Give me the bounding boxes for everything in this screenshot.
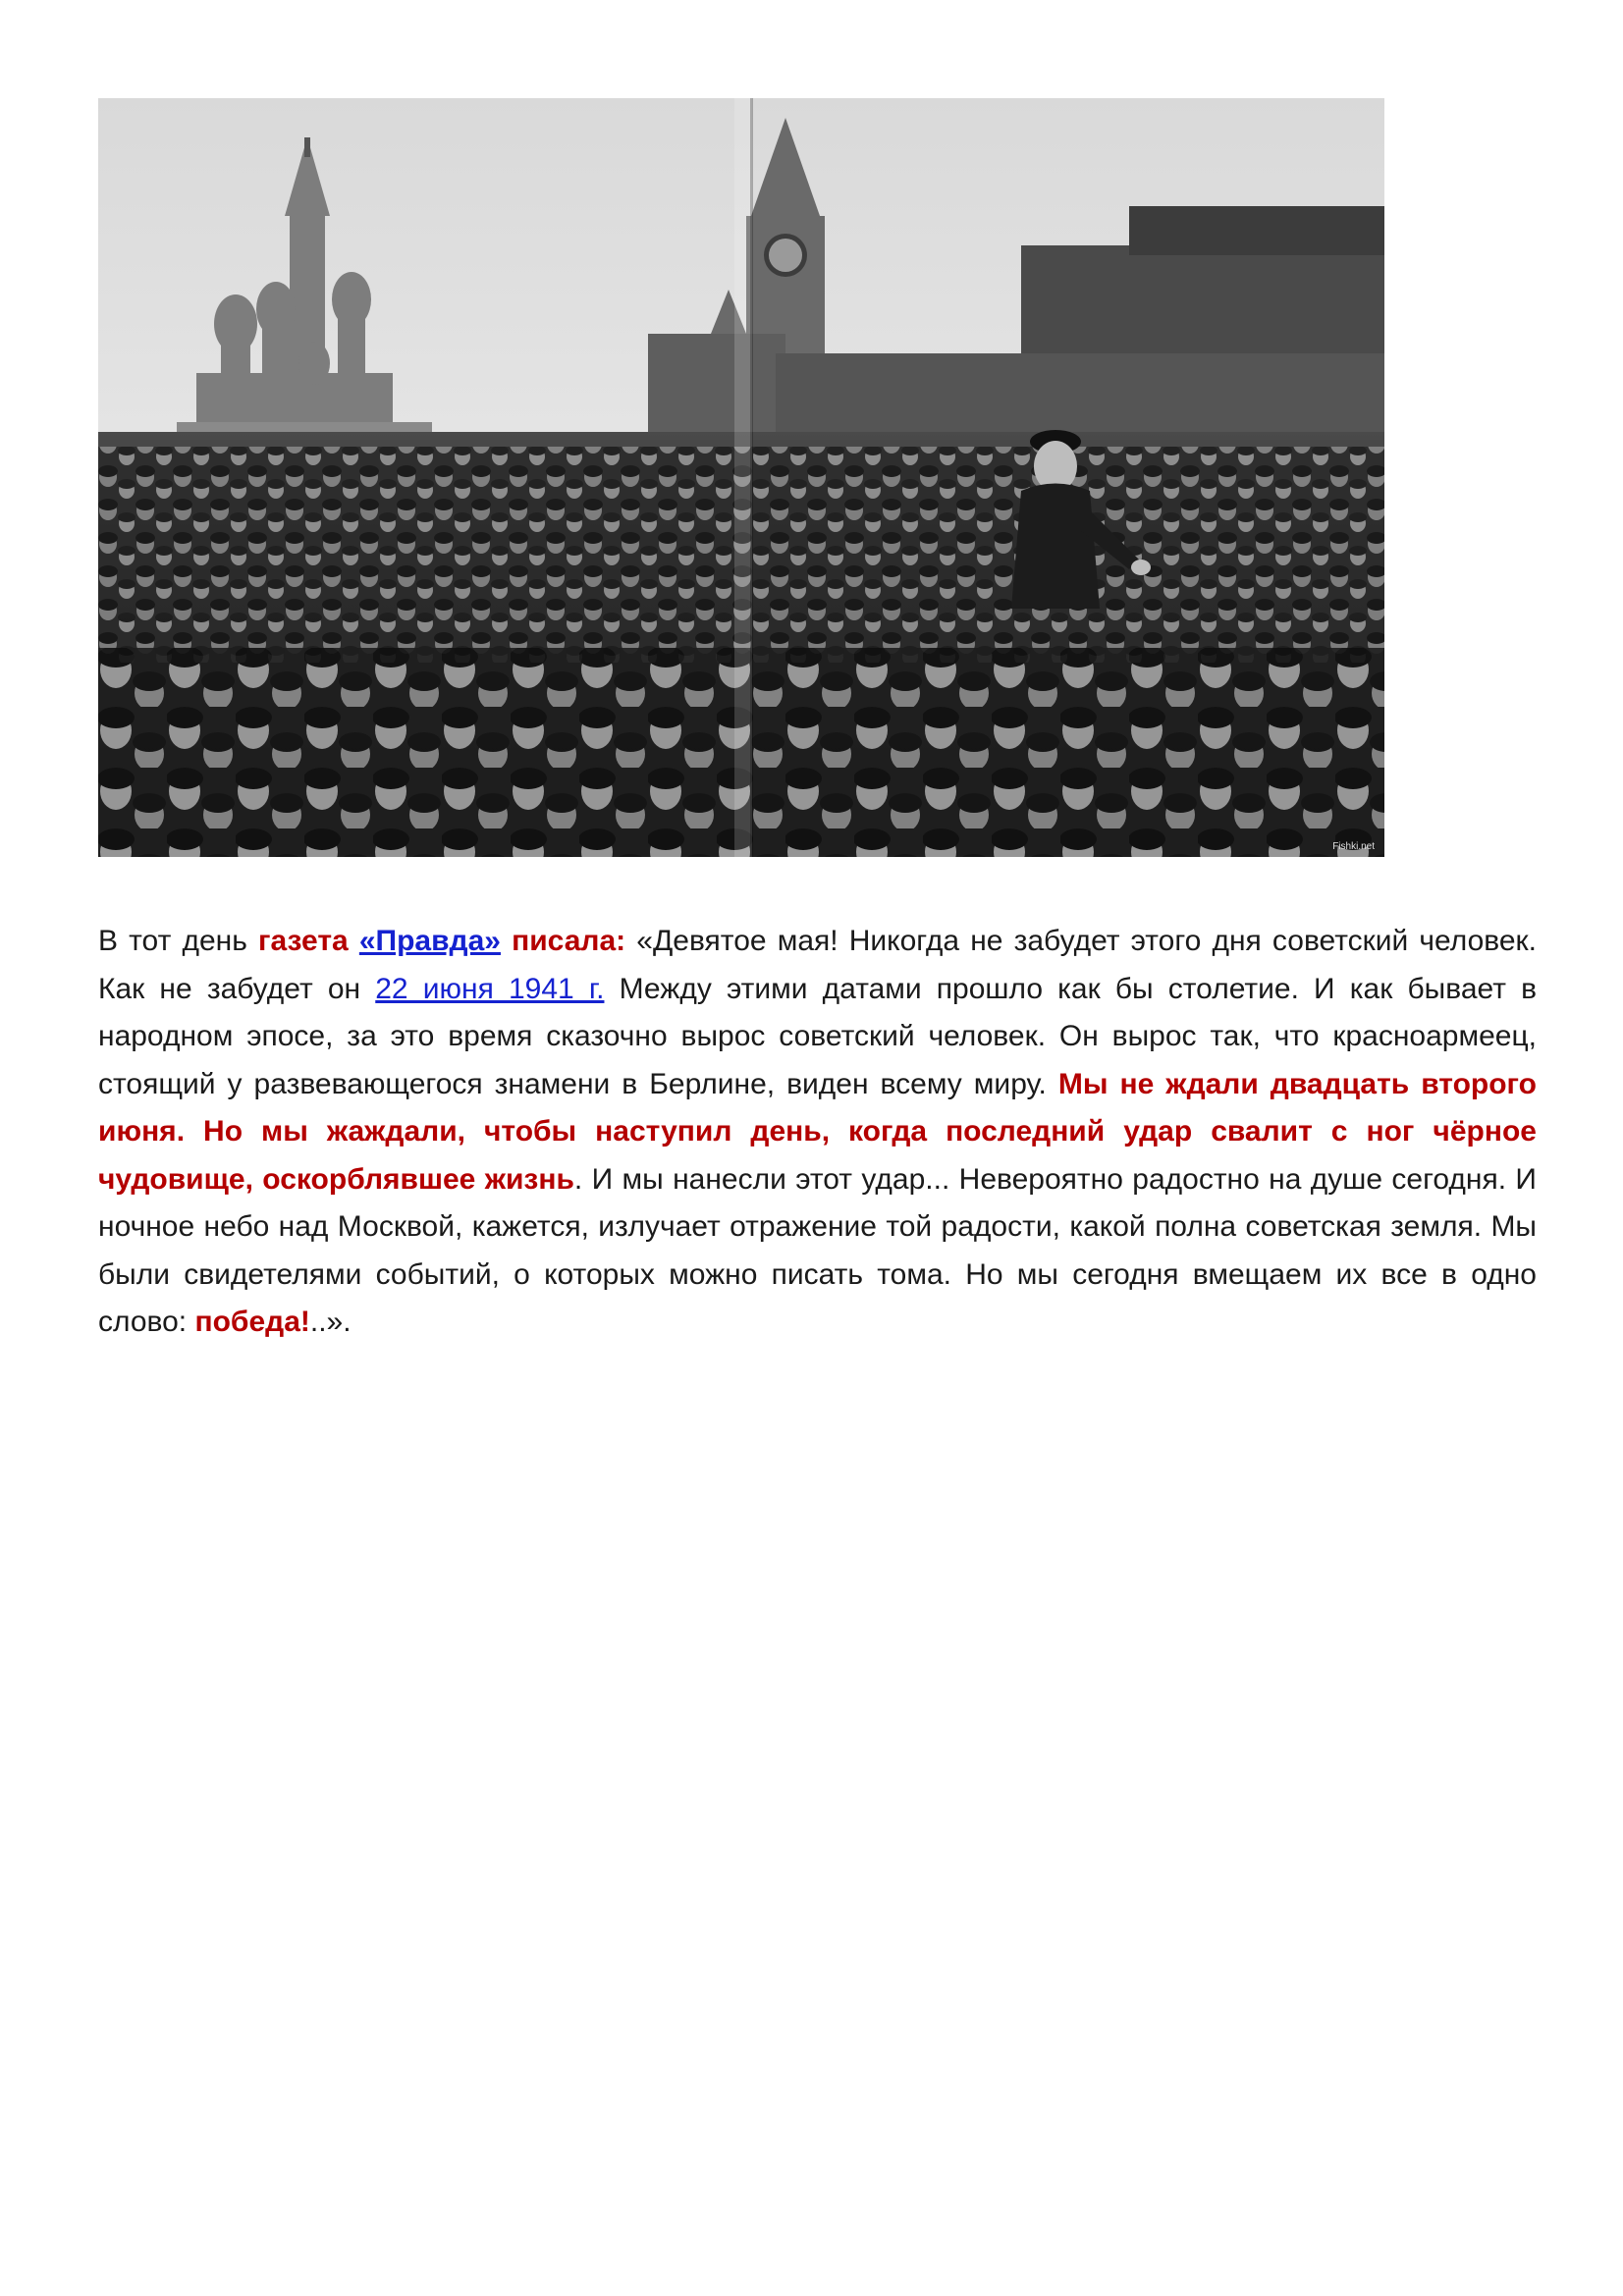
date-link[interactable]: 22 июня 1941 г.: [375, 972, 605, 1005]
victory-word: победа!: [194, 1306, 310, 1338]
text-run: . И мы нанесли этот удар... Невероятно радостно на душе сегодня. И ночное небо над Москвой, кажется, излучает отражение той радости, какой полна советская земля. Мы были свидетелями событий, о которых можно писать тома. Но мы сегодня вмещаем их все в одно слово:: [98, 1162, 1537, 1338]
article-paragraph: [98, 918, 1537, 1347]
victory-day-photo: [98, 98, 1384, 857]
newspaper-label: газета: [257, 925, 359, 957]
text-run: В тот день: [98, 925, 258, 957]
emphasis-quote: Мы не ждали двадцать второго июня. Но мы жаждали, чтобы наступил день, когда последний удар свалит с ног чёрное чудовище, оскорблявшее жизнь: [98, 1067, 1537, 1196]
crowd-red-square-image: [98, 98, 1384, 857]
pravda-link[interactable]: «Правда»: [358, 925, 501, 957]
text-run: Между этими датами прошло как бы столетие. И как бывает в народном эпосе, за это время сказочно вырос советский человек. Он вырос так, что красноармеец, стоящий у развевающегося знамени в Берлине, виден всему миру.: [98, 972, 1538, 1100]
newspaper-wrote: писала:: [500, 925, 626, 957]
text-run: ..».: [309, 1306, 352, 1338]
photo-credit: Fishki.net: [1332, 841, 1375, 852]
text-run: «Девятое мая! Никогда не забудет этого дня советский человек. Как не забудет он: [98, 925, 1537, 1005]
